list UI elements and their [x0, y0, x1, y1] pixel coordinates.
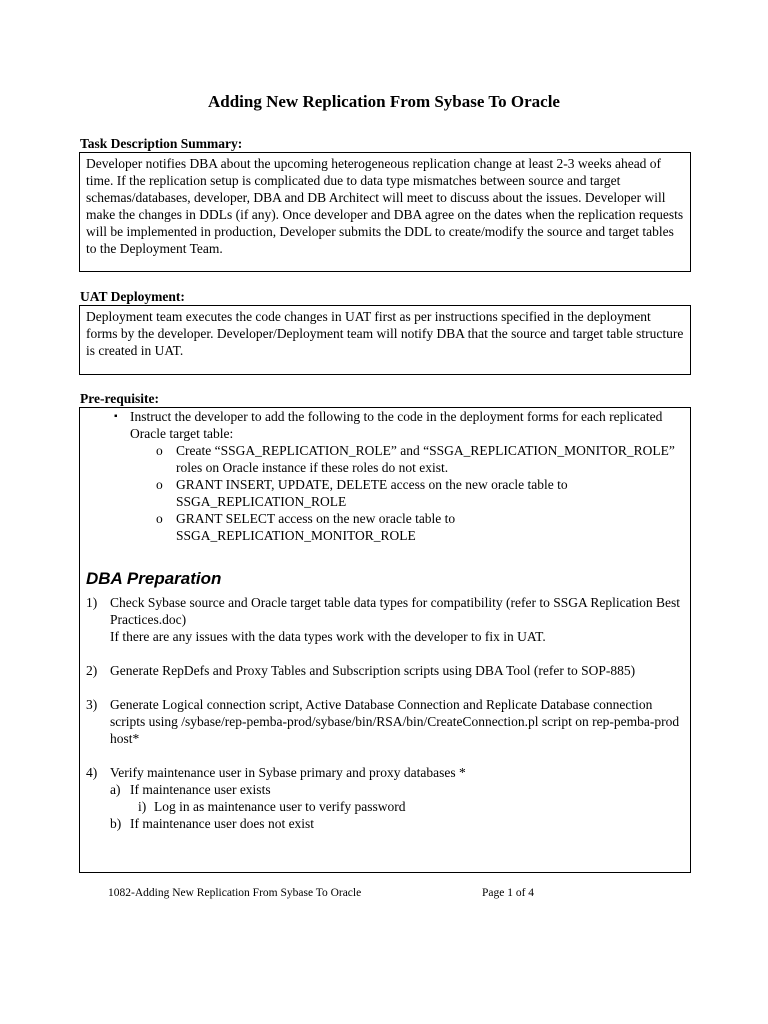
prerequisite-box — [79, 407, 691, 873]
sub-step — [86, 781, 684, 798]
sub-step-text: If maintenance user exists — [130, 782, 271, 797]
list-item — [86, 510, 684, 544]
footer-document-name: 1082-Adding New Replication From Sybase To Oracle — [108, 887, 362, 899]
step-text: Verify maintenance user in Sybase primary and proxy databases * — [110, 765, 466, 780]
sub-step-letter: a) — [110, 782, 121, 797]
sub-step-letter: b) — [110, 816, 122, 831]
sub-step-text: If maintenance user does not exist — [130, 816, 315, 831]
uat-deployment-text: Deployment team executes the code changes in UAT first as per instructions specified in the deployment forms by the developer. Developer/Deployment team will notify DBA that the source and target table structure is created in UAT. — [86, 309, 684, 358]
step-number: 3) — [86, 697, 98, 712]
sub-item-text: Create “SSGA_REPLICATION_ROLE” and “SSGA_REPLICATION_MONITOR_ROLE” roles on Oracle instance if these roles do not exist. — [176, 443, 675, 475]
footer-page-number: Page 1 of 4 — [482, 887, 535, 899]
circle-bullet-icon: o — [156, 443, 163, 458]
step-number: 4) — [86, 765, 98, 780]
step-number: 1) — [86, 595, 98, 610]
dba-step — [86, 764, 684, 781]
prerequisite-sub-list — [86, 442, 684, 544]
document-title: Adding New Replication From Sybase To Oracle — [208, 92, 560, 111]
dba-preparation-heading: DBA Preparation — [86, 569, 222, 588]
sub-sub-step-text: Log in as maintenance user to verify password — [154, 799, 406, 814]
list-item — [86, 442, 684, 476]
square-bullet-icon: ▪ — [114, 411, 118, 422]
prerequisite-bullet-text: Instruct the developer to add the following to the code in the deployment forms for each replicated Oracle target table: — [130, 409, 663, 441]
dba-step — [86, 662, 684, 679]
sub-sub-step — [86, 798, 684, 815]
list-item — [86, 408, 684, 442]
step-text: Generate Logical connection script, Active Database Connection and Replicate Database connection scripts using /sybase/rep-pemba-prod/sybase/bin/RSA/bin/CreateConnection.pl script on rep-pemba-prod host* — [110, 697, 680, 746]
dba-step — [86, 594, 684, 645]
task-description-heading: Task Description Summary: — [80, 136, 243, 151]
circle-bullet-icon: o — [156, 477, 163, 492]
sub-item-text: GRANT SELECT access on the new oracle table to SSGA_REPLICATION_MONITOR_ROLE — [176, 511, 456, 543]
prerequisite-heading: Pre-requisite: — [80, 391, 159, 406]
list-item — [86, 476, 684, 510]
step-text: Check Sybase source and Oracle target table data types for compatibility (refer to SSGA Replication Best Practices.doc) — [110, 595, 680, 627]
prerequisite-list — [86, 408, 684, 442]
sub-sub-step-numeral: i) — [138, 799, 147, 814]
dba-step — [86, 696, 684, 747]
task-description-text: Developer notifies DBA about the upcoming heterogeneous replication change at least 2-3 weeks ahead of time. If the replication setup is complicated due to data type mismatches between source and target schemas/databases, developer, DBA and DB Architect will meet to discuss about the issues. Developer will make the changes in DDLs (if any). Once developer and DBA agree on the dates when the replication requests will be implemented in production, Developer submits the DDL to create/modify the source and target tables to the Deployment Team. — [86, 156, 684, 256]
step-number: 2) — [86, 663, 98, 678]
circle-bullet-icon: o — [156, 511, 163, 526]
uat-deployment-box — [79, 305, 691, 375]
sub-item-text: GRANT INSERT, UPDATE, DELETE access on the new oracle table to SSGA_REPLICATION_ROLE — [176, 477, 568, 509]
uat-deployment-heading: UAT Deployment: — [80, 289, 185, 304]
step-text: Generate RepDefs and Proxy Tables and Subscription scripts using DBA Tool (refer to SOP-885) — [110, 663, 636, 678]
sub-step — [86, 815, 684, 832]
step-extra-text: If there are any issues with the data types work with the developer to fix in UAT. — [110, 629, 546, 644]
task-description-box — [79, 152, 691, 272]
